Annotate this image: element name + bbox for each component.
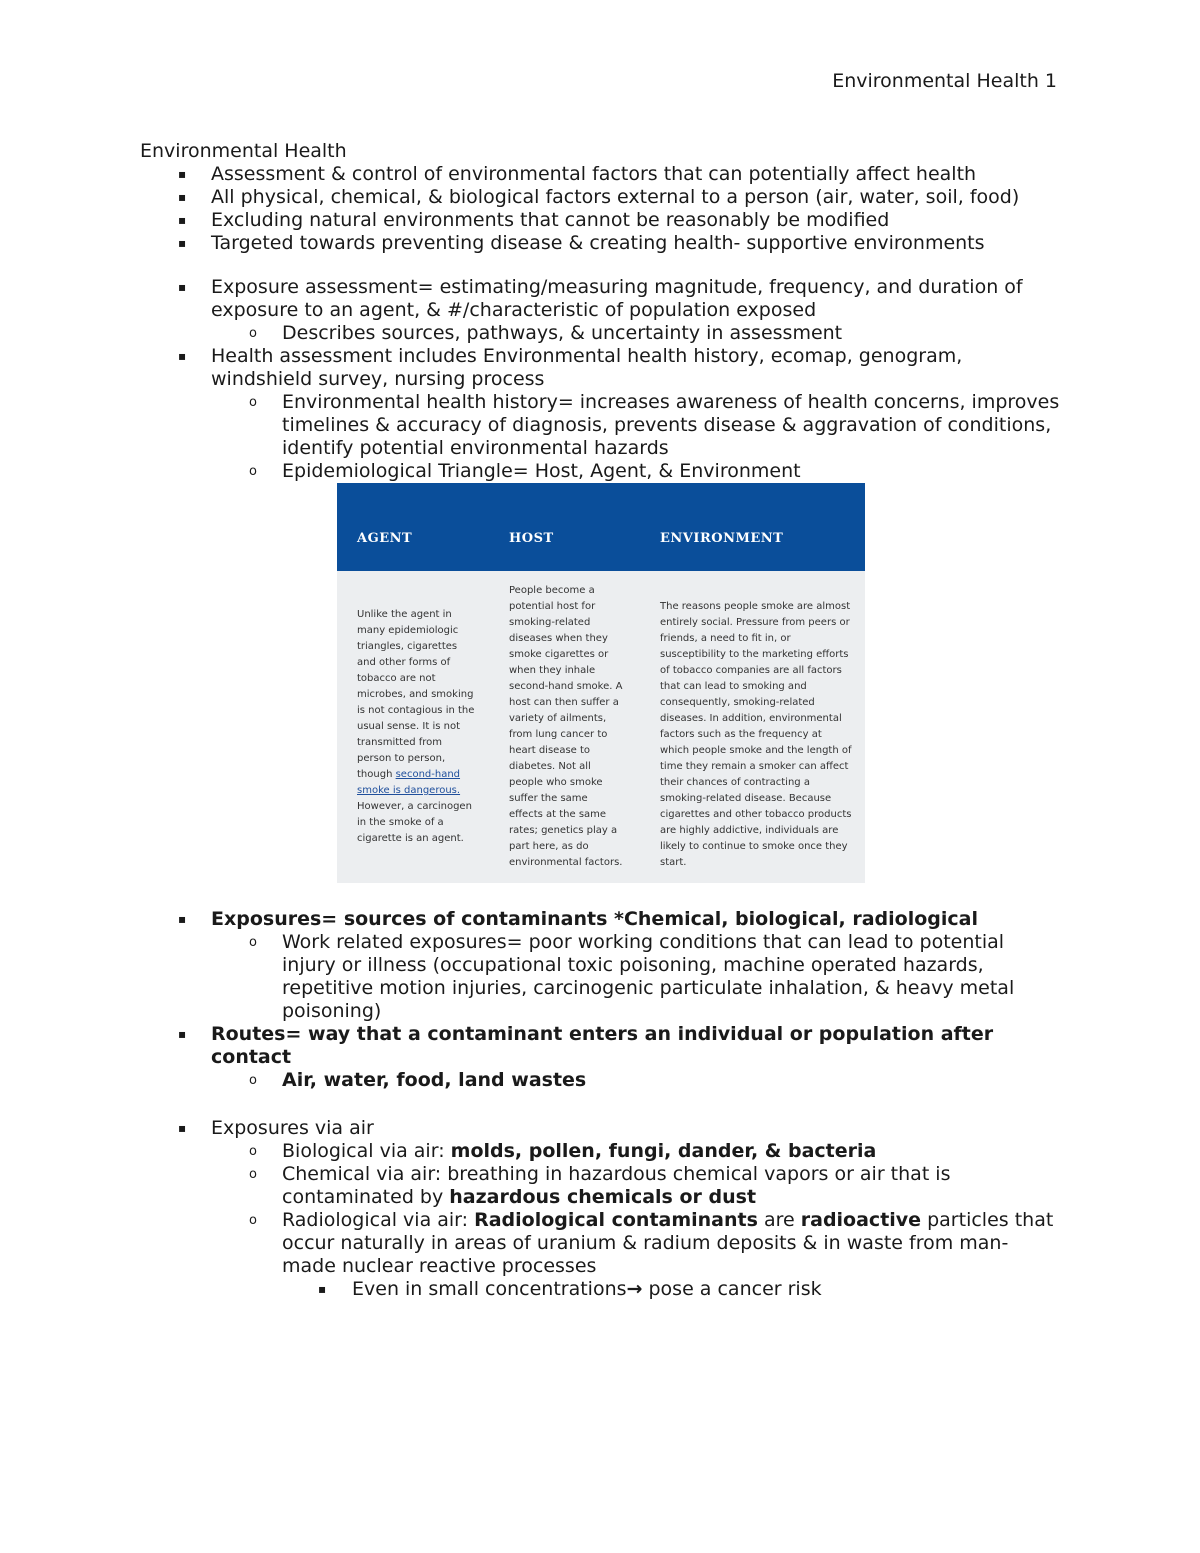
square-bullet-icon: ▪ [178,236,187,250]
circle-bullet-icon: o [249,1213,257,1228]
sub-list-item: o Epidemiological Triangle= Host, Agent, & Environment [249,460,801,482]
square-bullet-icon: ▪ [178,213,187,227]
list-item: ▪ Targeted towards preventing disease & creating health- supportive environments [178,232,985,254]
environment-description: The reasons people smoke are almost entirely social. Pressure from peers or friends, a need to fit in, or susceptibility to the marketing efforts of tobacco companies are all factors that can lead to smoking and consequently, smoking-related diseases. In addition, environmental factors such as the frequency at which people smoke and the length of time they remain a smoker can affect their chances of contracting a smoking-related disease. Because cigarettes and other tobacco products are highly addictive, individuals are likely to continue to smoke once they start. [660,601,852,868]
section-title: Environmental Health [140,140,347,162]
list-item: ▪ Exposures via air [178,1117,374,1139]
sub-list-item: o Chemical via air: breathing in hazardous chemical vapors or air that is contaminated by hazardous chemicals or dust [249,1163,951,1208]
list-item: ▪ Routes= way that a contaminant enters an individual or population after contact [178,1023,994,1068]
square-bullet-icon: ▪ [178,1121,187,1135]
environment-heading: ENVIRONMENT [660,531,784,546]
second-hand-smoke-link[interactable]: second-hand smoke is dangerous. [357,769,461,796]
list-item: ▪ All physical, chemical, & biological factors external to a person (air, water, soil, food) [178,186,1020,208]
circle-bullet-icon: o [249,326,257,341]
square-bullet-icon: ▪ [178,912,187,926]
square-bullet-icon: ▪ [178,167,187,181]
page-header: Environmental Health 1 [832,70,1057,92]
circle-bullet-icon: o [249,1144,257,1159]
list-item: ▪ Assessment & control of environmental factors that can potentially affect health [178,163,977,185]
host-heading: HOST [509,531,554,546]
document-body [140,140,1060,1301]
square-bullet-icon: ▪ [178,349,187,363]
square-bullet-icon: ▪ [178,190,187,204]
sub-list-item: o Describes sources, pathways, & uncertainty in assessment [249,322,843,344]
list-item: ▪ Exposure assessment= estimating/measuring magnitude, frequency, and duration of exposure to an agent, & #/characteristic of population exposed [178,276,1023,321]
agent-heading: AGENT [357,531,413,546]
list-item: ▪ Health assessment includes Environmental health history, ecomap, genogram, windshield survey, nursing process [178,345,963,390]
circle-bullet-icon: o [249,395,257,410]
sub-list-item: o Air, water, food, land wastes [249,1069,587,1091]
arrow-icon: → [626,1278,643,1300]
agent-description: Unlike the agent in many epidemiologic triangles, cigarettes and other forms of tobacco are not microbes, and smoking is not contagious in the usual sense. It is not transmitted from person to person, though second-hand smoke is dangerous. However, a carcinogen in the smoke of a cigarette is an agent. [357,609,475,844]
sub-list-item: o Radiological via air: Radiological contaminants are radioactive particles that occur naturally in areas of uranium & radium deposits & in waste from man- made nuclear reactive processes [249,1209,1054,1277]
epidemiological-triangle-figure [337,483,865,883]
circle-bullet-icon: o [249,1167,257,1182]
sub-sub-list-item: ▪ Even in small concentrations→ pose a cancer risk [318,1278,822,1300]
square-bullet-icon: ▪ [178,280,187,294]
sub-list-item: o Biological via air: molds, pollen, fungi, dander, & bacteria [249,1140,877,1162]
list-item: ▪ Excluding natural environments that cannot be reasonably be modified [178,209,890,231]
host-description: People become a potential host for smoking-related diseases when they smoke cigarettes or when they inhale second-hand smoke. A host can then suffer a variety of ailments, from lung cancer to heart disease to diabetes. Not all people who smoke suffer the same effects at the same rates; genetics play a part here, as do environmental factors. [509,585,623,868]
square-bullet-icon: ▪ [178,1027,187,1041]
circle-bullet-icon: o [249,464,257,479]
sub-list-item: o Environmental health history= increases awareness of health concerns, improves timelines & accuracy of diagnosis, prevents disease & aggravation of conditions, identify potential environmental hazards [249,391,1060,459]
figure-header-bar [337,483,865,571]
circle-bullet-icon: o [249,935,257,950]
square-bullet-icon: ▪ [318,1282,327,1296]
circle-bullet-icon: o [249,1073,257,1088]
sub-list-item: o Work related exposures= poor working conditions that can lead to potential injury or illness (occupational toxic poisoning, machine operated hazards, repetitive motion injuries, carcinogenic particulate inhalation, & heavy metal poisoning) [249,931,1015,1022]
list-item: ▪ Exposures= sources of contaminants *Chemical, biological, radiological [178,908,978,930]
